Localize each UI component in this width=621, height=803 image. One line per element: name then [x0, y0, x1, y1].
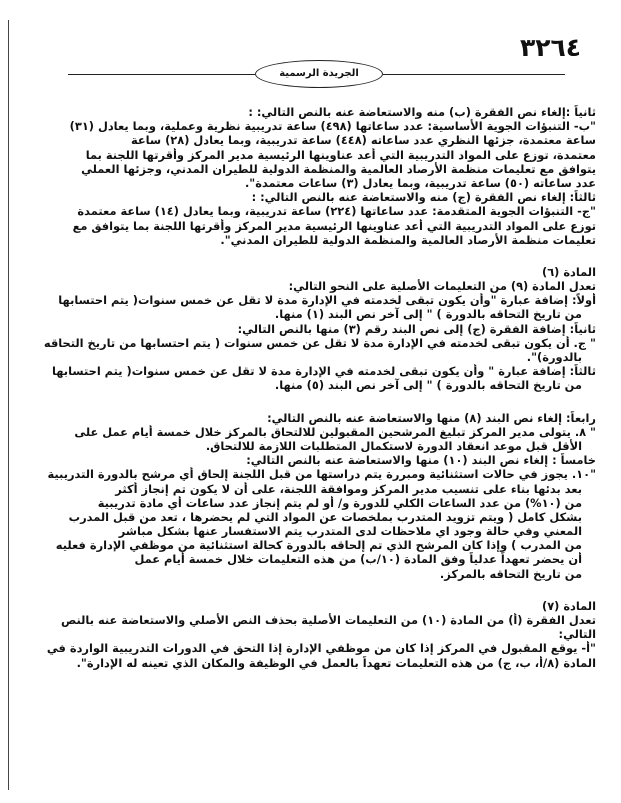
body-line: تعليمات منظمة الأرصاد العالمية والمنظمة الدولية للطيران المدني".: [220, 232, 596, 247]
gazette-title: الجريدة الرسمية: [255, 60, 383, 88]
body-line: بعد بدئها بناء على تنسيب مدير المركز وموافقة اللجنة، على أن لا يكون تم إنجاز أكثر: [115, 481, 582, 496]
article-heading: المادة (٧): [541, 598, 596, 613]
body-line: خامساً : إلغاء نص البند (١٠) منها والاستعاضة عنه بالنص التالي:: [246, 453, 596, 468]
body-line: المعني وفي حالة وجود اي ملاحظات لدى المتدرب يتم الاستفسار عنها بشكل مباشر: [118, 524, 582, 539]
body-line: أولاً: إضافة عبارة "وأن يكون تبقى لخدمته في الإدارة مدة لا تقل عن خمس سنوات( يتم احتسابها: [58, 293, 596, 308]
body-line: ثالثاً: إلغاء نص الفقرة (ج) منه والاستعاضة عنه بالنص التالي: :: [251, 190, 596, 205]
body-line: تعدل الفقرة (أ) من المادة (١٠) من التعليمات الأصلية بحذف النص الأصلي والاستعاضة عنه بالنص: [60, 613, 596, 627]
section-article-6: [28, 265, 596, 393]
body-line: رابعاً: إلغاء نص البند (٨) منها والاستعاضة عنه بالنص التالي:: [267, 410, 596, 425]
body-line: معتمدة، توزع على المواد التدريبية التي أعد عناوينها الرئيسية مدير المركز وأقرتها اللجنة بما: [85, 147, 596, 162]
body-line: من المدرب ) وإذا كان المرشح الذي تم إلحاقه بالدورة كحالة استثنائية من موظفي الإدارة فعليه: [55, 538, 582, 553]
body-line: ثانياً: إضافة الفقرة (ج) إلى نص البند رقم (٣) منها بالنص التالي:: [237, 321, 596, 336]
body-line: ساعة معتمدة، جزئها النظري عدد ساعاته (٤٤٨) ساعة تدريبية، وبما يعادل (٢٨) ساعة: [130, 133, 596, 148]
body-line: "ب- التنبؤات الجوية الأساسية: عدد ساعاتها (٤٩٨) ساعة تدريبية نظرية وعملية، وبما يعادل (٣١): [69, 119, 596, 134]
body-line: من تاريخ التحاقه بالدورة ) " إلى آخر نص البند (٥) منها.: [274, 378, 582, 393]
body-line: يتوافق مع تعليمات منظمة الأرصاد العالمية والمنظمة الدولية للطيران المدني، وجزئها العملي: [81, 161, 596, 176]
body-line: " ج. أن يكون تبقى لخدمته في الإدارة مدة لا تقل عن خمس سنوات ( يتم احتسابها من تاريخ التحاقه: [43, 335, 596, 350]
page-number: ٣٢٦٤: [520, 33, 582, 62]
article-heading: المادة (٦): [541, 264, 596, 279]
header-rule-right: [383, 74, 565, 75]
body-line: الأقل قبل موعد انعقاد الدورة لاستكمال المتطلبات اللازمة للالتحاق.: [205, 438, 582, 453]
body-line: ثالثاً: إضافة عبارة " وأن يكون تبقى لخدمته في الإدارة مدة لا تقل عن خمس سنوات( يتم احتسابها: [52, 364, 596, 379]
body-line: "ج- التنبؤات الجوية المتقدمة: عدد ساعاتها (٢٢٤) ساعة تدريبية، وبما يعادل (١٤) ساعة معتمدة: [77, 204, 596, 219]
body-line: توزع على المواد التدريبية التي أعد عناوينها الرئيسية مدير المركز وأقرتها اللجنة بما يتوافق مع: [72, 218, 596, 233]
body-line: من تاريخ التحاقه بالمركز.: [439, 566, 582, 581]
body-line: تعدل المادة (٩) من التعليمات الأصلية على النحو التالي:: [288, 279, 596, 294]
body-line: من تاريخ التحاقه بالدورة ) " إلى آخر نص البند (١) منها.: [274, 307, 582, 322]
body-line: ثانياً :إلغاء نص الفقرة (ب) منه والاستعاضة عنه بالنص التالي: :: [248, 105, 596, 119]
body-line: بالدورة)".: [526, 350, 582, 364]
body-line: من (١٠%) من عدد الساعات الكلي للدورة و/ أو لم يتم إنجاز عدد ساعات أي مادة تدريبية: [97, 495, 582, 510]
header-rule-left: [68, 74, 255, 75]
section-amend-article-5: [28, 105, 596, 247]
body-line: عدد ساعاته (٥٠) ساعة تدريبية، وبما يعادل (٣) ساعات معتمدة".: [244, 175, 596, 190]
page-edge-rule: [8, 20, 9, 790]
body-line: " ٨. يتولى مدير المركز تبليغ المرشحين المقبولين للالتحاق بالمركز خلال خمسة أيام عمل على: [74, 424, 596, 439]
body-line: المادة (٨/أ، ب، ج) من هذه التعليمات تعهداً بالعمل في الوظيفة والمكان الذي تعينه له الإدارة".: [76, 655, 596, 670]
section-article-7: [28, 599, 596, 670]
body-line: التالي:: [558, 627, 596, 642]
body-line: بشكل كامل ( ويتم تزويد المتدرب بملخصات عن المواد التي لم يحضرها ، تعد من قبل المدرب: [68, 509, 582, 524]
body-line: "١٠. يجوز في حالات استثنائية ومبررة يتم دراستها من قبل اللجنة إلحاق أي مرشح بالدورة التدريبية: [47, 467, 596, 482]
body-line: أن يحضر تعهداً عدلياً وفق المادة (١٠/ب) من هذه التعليمات خلال خمسة أيام عمل: [134, 552, 582, 567]
section-items-8-10: [28, 411, 596, 581]
body-line: "أ- يوقع المقبول في المركز إذا كان من موظفي الإدارة إذا التحق في الدورات التدريبية الواردة في: [46, 641, 596, 656]
document-body: [28, 105, 596, 670]
